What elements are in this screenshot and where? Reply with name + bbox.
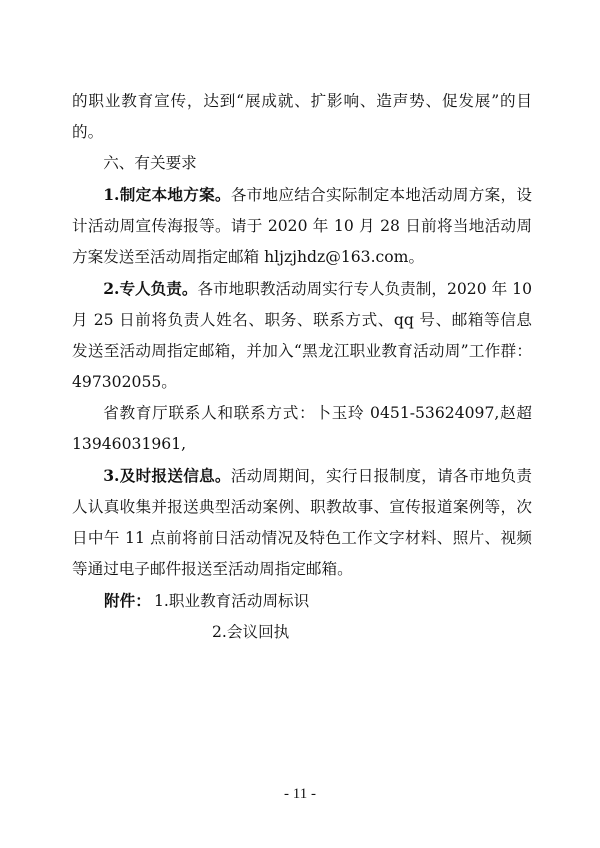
section-heading: 六、有关要求 <box>103 154 197 172</box>
requirement-item-3 <box>72 460 532 585</box>
requirement-item-1-lead: 1.制定本地方案。 <box>103 185 231 204</box>
requirement-item-3-text: 活动周期间，实行日报制度，请各市地负责人认真收集并报送典型活动案例、职教故事、宣传报道案例等，次日中午 11 点前将前日活动情况及特色工作文字材料、照片、视频等通过电子邮件报送至活动周指定邮箱。 <box>72 467 532 578</box>
requirement-item-3-lead: 3.及时报送信息。 <box>103 466 231 485</box>
contact-paragraph: 省教育厅联系人和联系方式：卜玉玲 0451-53624097,赵超 13946031961, <box>72 404 532 453</box>
requirement-item-2-lead: 2.专人负责。 <box>103 279 198 298</box>
requirement-item-2-text: 各市地职教活动周实行专人负责制，2020 年 10 月 25 日前将负责人姓名、职务、联系方式、qq 号、邮箱等信息发送至活动周指定邮箱，并加入“黑龙江职业教育活动周”工作群：497302055。 <box>72 280 532 391</box>
document-body <box>72 86 532 648</box>
requirement-item-1-text: 各市地应结合实际制定本地活动周方案，设计活动周宣传海报等。请于 2020 年 10 月 28 日前将当地活动周方案发送至活动周指定邮箱 hljzjhdz@163.com。 <box>72 186 532 266</box>
attachments-label: 附件： <box>104 591 151 610</box>
attachments-row <box>72 585 532 617</box>
requirement-item-1 <box>72 179 532 273</box>
page-number: - 11 - <box>284 786 316 802</box>
intro-paragraph: 的职业教育宣传，达到“展成就、扩影响、造声势、促发展”的目的。 <box>72 92 532 141</box>
requirement-item-2 <box>72 273 532 398</box>
attachment-item-1: 1.职业教育活动周标识 <box>154 592 310 610</box>
attachment-item-2: 2.会议回执 <box>212 623 290 641</box>
